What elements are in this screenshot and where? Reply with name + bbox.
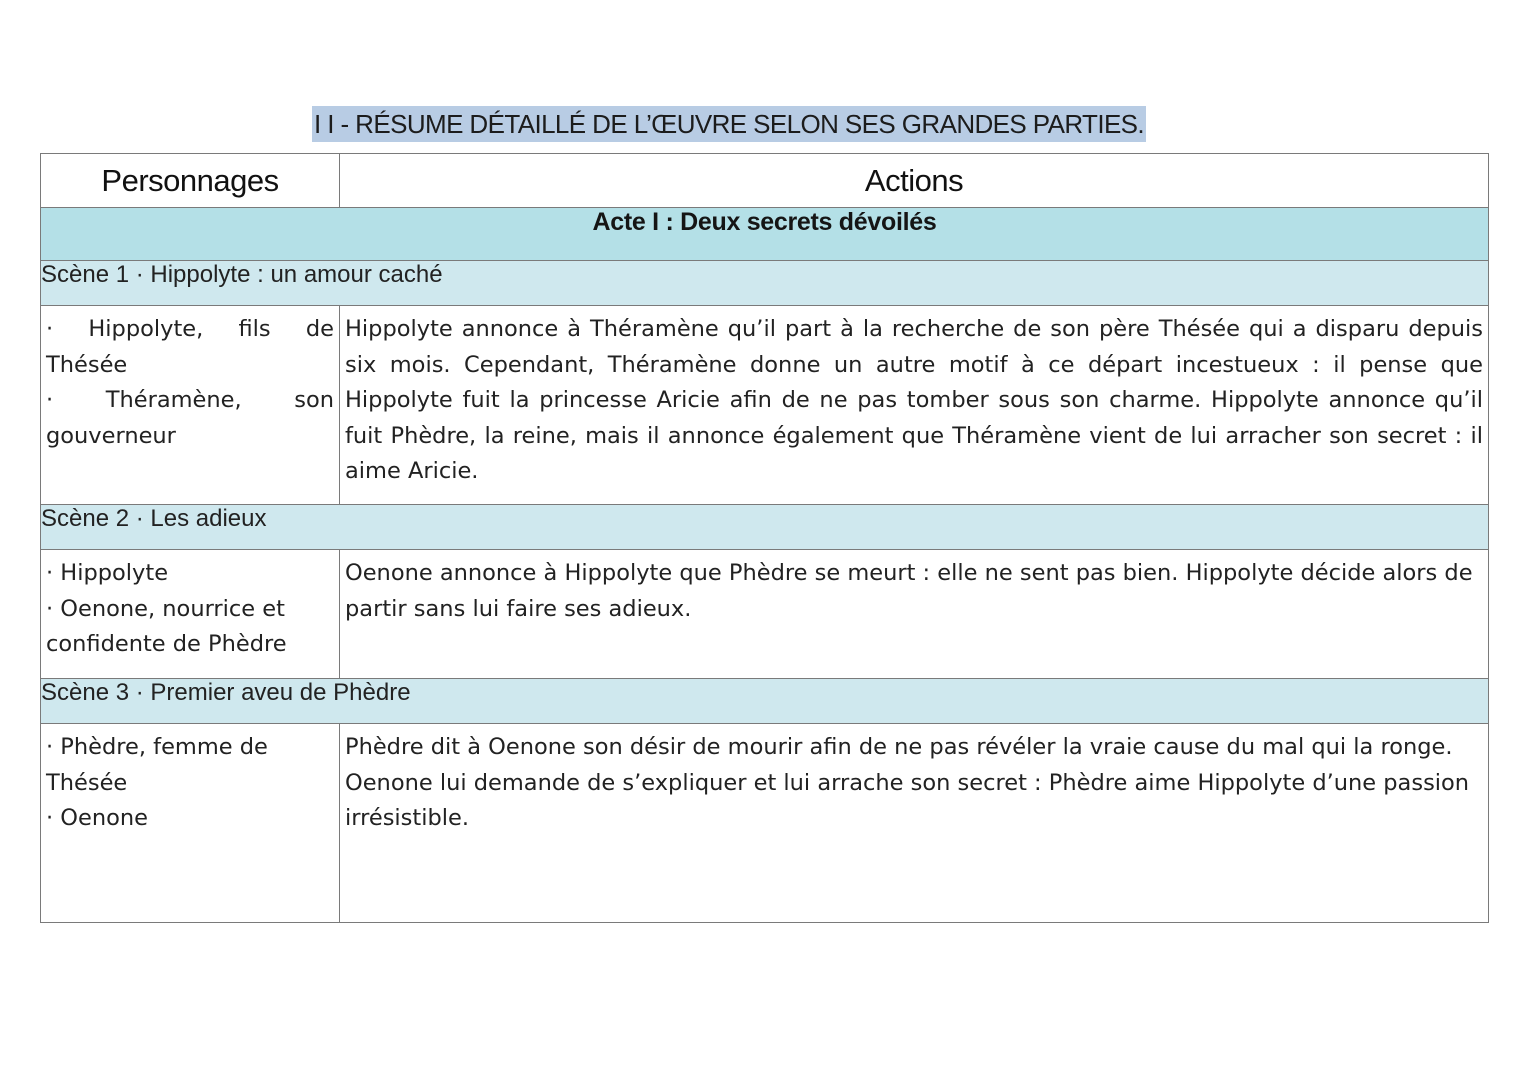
act-title: Acte I : Deux secrets dévoilés [41,208,1489,261]
person-entry: · Hippolyte [46,560,169,586]
person-entry: · Hippolyte, fils de Thésée [46,316,334,378]
person-entry: · Phèdre, femme de Thésée [46,734,268,796]
scene-1-action: Hippolyte annonce à Théramène qu’il part à la recherche de son père Thésée qui a disparu depuis six mois. Cependant, Théramène donne un autre motif à ce départ incestueux : il pense que Hippolyte fuit la princesse Aricie afin de ne pas tomber sous son charme. Hippolyte annonce qu’il fuit Phèdre, la reine, mais il annonce également que Théramène vient de lui arracher son secret : il aime Aricie. [340,306,1489,505]
person-entry: · Oenone, nourrice et confidente de Phèdre [46,595,287,657]
table-row [41,724,1489,923]
act-row [41,208,1489,261]
scene-1-persons [41,306,340,505]
scene-2-heading: Scène 2 · Les adieux [41,505,1489,550]
scene-heading-row [41,505,1489,550]
document-title: I I - RÉSUME DÉTAILLÉ DE L’ŒUVRE SELON SES GRANDES PARTIES. [312,106,1146,142]
summary-table [40,153,1489,923]
table-row [41,550,1489,679]
scene-3-persons [41,724,340,923]
person-entry: · Oenone [46,805,148,831]
header-personnages: Personnages [41,154,340,208]
scene-3-heading: Scène 3 · Premier aveu de Phèdre [41,679,1489,724]
scene-1-heading: Scène 1 · Hippolyte : un amour caché [41,261,1489,306]
person-entry: · Théramène, son gouverneur [46,387,334,449]
scene-2-persons [41,550,340,679]
table-header-row [41,154,1489,208]
scene-heading-row [41,261,1489,306]
table-row [41,306,1489,505]
header-actions: Actions [340,154,1489,208]
scene-heading-row [41,679,1489,724]
scene-3-action: Phèdre dit à Oenone son désir de mourir afin de ne pas révéler la vraie cause du mal qui la ronge. Oenone lui demande de s’expliquer et lui arrache son secret : Phèdre aime Hippolyte d’une passion irrésistible. [340,724,1489,923]
scene-2-action: Oenone annonce à Hippolyte que Phèdre se meurt : elle ne sent pas bien. Hippolyte décide alors de partir sans lui faire ses adieux. [340,550,1489,679]
